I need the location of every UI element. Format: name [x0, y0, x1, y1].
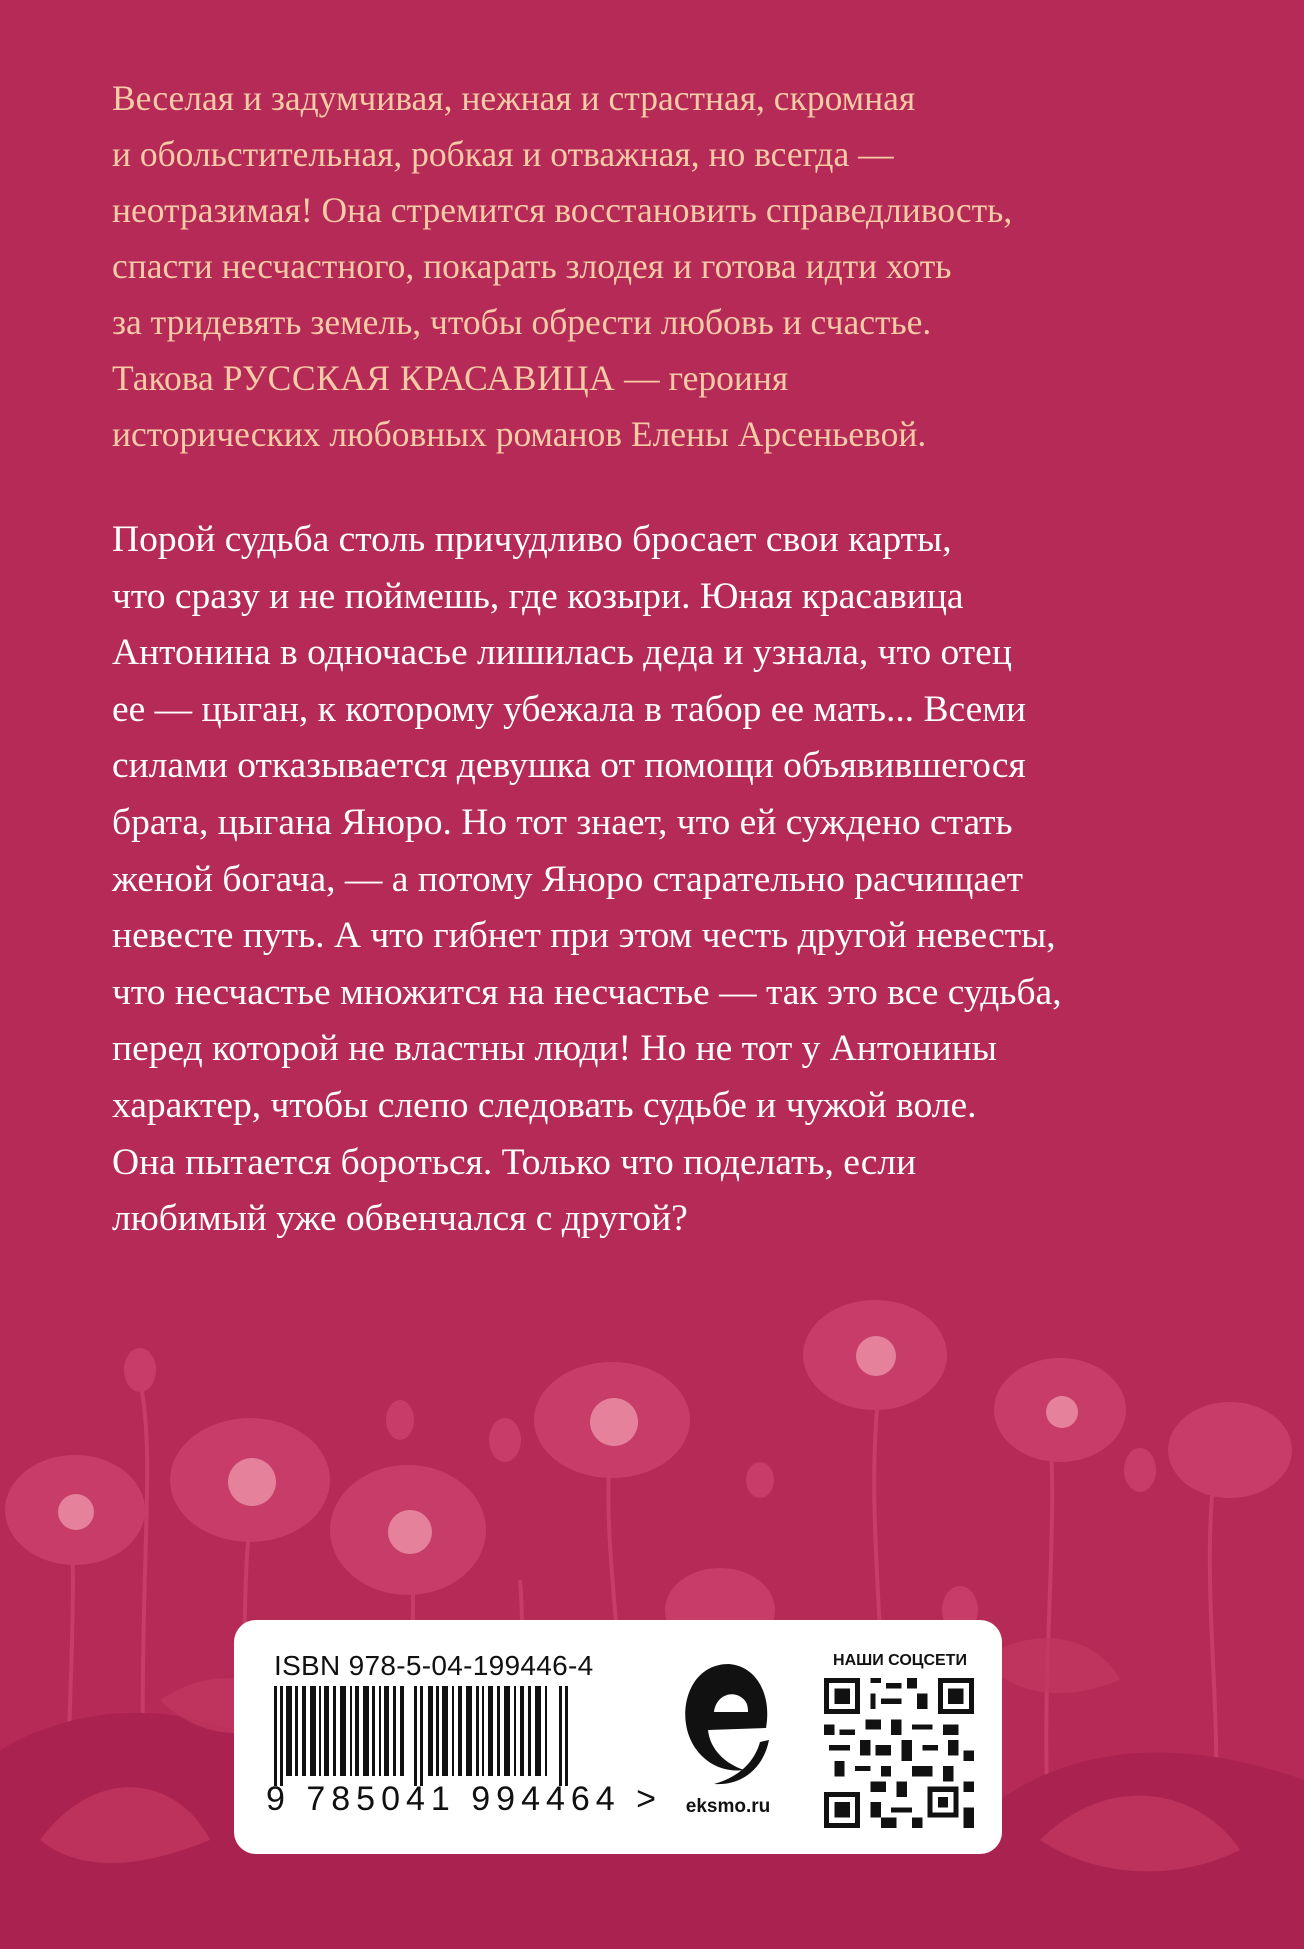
blurb-text: Такова [112, 358, 223, 398]
story-annotation [112, 512, 1212, 1248]
story-line: Антонина в одночасье лишилась деда и узнала, что отец [112, 632, 1012, 674]
blurb-line: спасти несчастного, покарать злодея и готова идти хоть [112, 246, 952, 286]
blurb-line: и обольстительная, робкая и отважная, но всегда — [112, 134, 894, 174]
story-line: силами отказывается девушка от помощи объявившегося [112, 745, 1026, 787]
story-line: женой богача, — а потому Яноро старательно расчищает [112, 858, 1024, 900]
blurb-line: неотразимая! Она стремится восстановить справедливость, [112, 190, 1013, 230]
story-line: характер, чтобы слепо следовать судьбе и чужой воле. [112, 1084, 977, 1126]
publisher-site[interactable]: eksmo.ru [685, 1796, 771, 1817]
isbn-label: ISBN 978-5-04-199446-4 [274, 1650, 594, 1681]
blurb-line [112, 350, 1192, 406]
series-blurb [112, 70, 1192, 462]
story-line: перед которой не властны люди! Но не тот у Антонины [112, 1028, 997, 1070]
blurb-line: Веселая и задумчивая, нежная и страстная, скромная [112, 78, 916, 118]
story-line: что сразу и не поймешь, где козыри. Юная красавица [112, 575, 964, 617]
social-label: НАШИ СОЦСЕТИ [833, 1652, 967, 1669]
story-line: что несчастье множится на несчастье — так это все судьба, [112, 971, 1062, 1013]
story-line: любимый уже обвенчался с другой? [112, 1198, 688, 1240]
story-line: брата, цыгана Яноро. Но тот знает, что ей суждено стать [112, 801, 1013, 843]
story-line: ее — цыган, к которому убежала в табор ее мать... Всеми [112, 688, 1027, 730]
isbn-info-panel [234, 1620, 1002, 1854]
barcode-digits: 9 785041 994464 > [266, 1780, 663, 1818]
series-name: РУССКАЯ КРАСАВИЦА [222, 358, 616, 398]
qr-code-icon[interactable] [824, 1678, 974, 1828]
blurb-text: — героиня [615, 358, 789, 398]
blurb-line: за тридевять земель, чтобы обрести любовь и счастье. [112, 302, 932, 342]
story-line: невесте путь. А что гибнет при этом честь другой невесты, [112, 915, 1056, 957]
story-line: Она пытается бороться. Только что поделать, если [112, 1141, 917, 1183]
eksmo-logo-icon [674, 1654, 784, 1794]
barcode-icon [274, 1686, 574, 1786]
story-line: Порой судьба столь причудливо бросает свои карты, [112, 519, 952, 560]
blurb-line: исторических любовных романов Елены Арсеньевой. [112, 414, 927, 454]
